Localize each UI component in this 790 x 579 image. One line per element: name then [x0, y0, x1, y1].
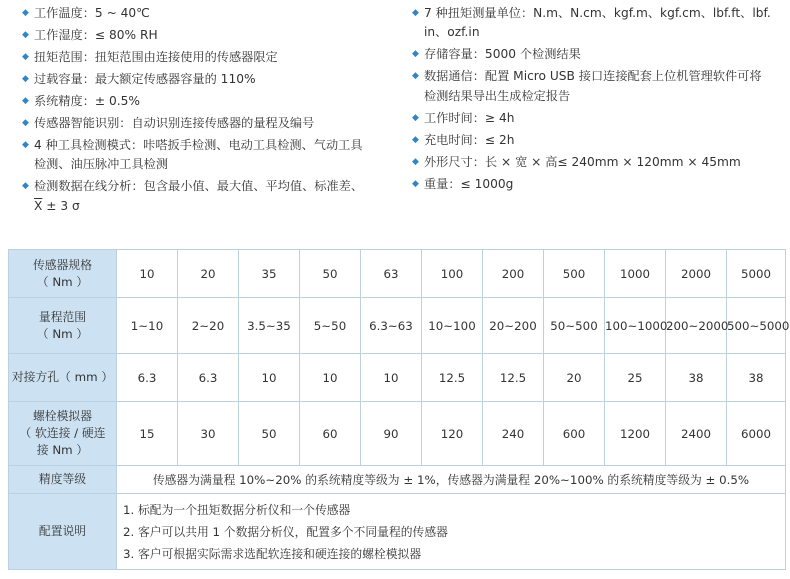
spec-item-overload-capacity: ◆ 过载容量：最大额定传感器容量的 110%: [22, 70, 392, 89]
table-cell: 1~10: [117, 298, 178, 354]
diamond-bullet-icon: ◆: [412, 49, 419, 60]
row-header-accuracy-class: 精度等级: [9, 466, 117, 494]
diamond-bullet-icon: ◆: [22, 8, 29, 18]
spec-item-weight: ◆ 重量：≤ 1000g: [412, 175, 782, 194]
row-header-sensor-spec: 传感器规格 （ Nm ）: [9, 250, 117, 298]
row-header-square-drive: 对接方孔（ mm ）: [9, 354, 117, 402]
table-cell: 2400: [666, 402, 727, 466]
table-cell: 60: [300, 402, 361, 466]
table-cell: 200~2000: [666, 298, 727, 354]
table-cell: 1200: [605, 402, 666, 466]
spec-item-dimensions: ◆ 外形尺寸：长 × 宽 × 高≤ 240mm × 120mm × 45mm: [412, 153, 782, 172]
row-header-configuration-notes: 配置说明: [9, 494, 117, 570]
table-cell: 6.3: [178, 354, 239, 402]
table-cell: 10: [239, 354, 300, 402]
spec-item-data-communication: ◆ 数据通信：配置 Micro USB 接口连接配套上位机管理软件可将 检测结果导出生成检定报告: [412, 69, 762, 103]
specifications-section: [0, 4, 790, 224]
diamond-bullet-icon: ◆: [22, 140, 29, 150]
spec-item-working-humidity: ◆ 工作湿度：≤ 80% RH: [22, 26, 392, 45]
table-cell: 500: [544, 250, 605, 298]
table-cell: 20: [178, 250, 239, 298]
table-cell: 30: [178, 402, 239, 466]
table-cell: 3.5~35: [239, 298, 300, 354]
table-cell: 5~50: [300, 298, 361, 354]
table-cell: 500~5000: [727, 298, 786, 354]
diamond-bullet-icon: ◆: [412, 178, 419, 189]
table-cell: 10: [361, 354, 422, 402]
table-cell: 100~1000: [605, 298, 666, 354]
diamond-bullet-icon: ◆: [22, 118, 29, 128]
spec-item-sensor-recognition: ◆ 传感器智能识别：自动识别连接传感器的量程及编号: [22, 114, 392, 133]
table-cell: 15: [117, 402, 178, 466]
diamond-bullet-icon: ◆: [412, 112, 419, 123]
spec-item-system-accuracy: ◆ 系统精度：± 0.5%: [22, 92, 392, 111]
row-header-bolt-simulator: 螺栓模拟器 （ 软连接 / 硬连 接 Nm ）: [9, 402, 117, 466]
table-row-measuring-range: [9, 298, 786, 354]
table-cell: 50~500: [544, 298, 605, 354]
diamond-bullet-icon: ◆: [22, 30, 29, 40]
table-cell: 6.3: [117, 354, 178, 402]
table-cell: 50: [239, 402, 300, 466]
diamond-bullet-icon: ◆: [22, 181, 29, 192]
table-cell: 10: [117, 250, 178, 298]
table-row-sensor-spec: [9, 250, 786, 298]
diamond-bullet-icon: ◆: [412, 8, 419, 18]
table-cell: 2~20: [178, 298, 239, 354]
table-cell: 100: [422, 250, 483, 298]
table-cell: 38: [727, 354, 786, 402]
spec-item-tool-modes: ◆ 4 种工具检测模式：咔嗒扳手检测、电动工具检测、气动工具 检测、油压脉冲工具检测: [22, 138, 363, 172]
spec-item-working-time: ◆ 工作时间：≥ 4h: [412, 109, 782, 128]
accuracy-class-text: 传感器为满量程 10%~20% 的系统精度等级为 ± 1%，传感器为满量程 20%~100% 的系统精度等级为 ± 0.5%: [117, 466, 786, 494]
table-cell: 5000: [727, 250, 786, 298]
diamond-bullet-icon: ◆: [412, 71, 419, 82]
table-cell: 10: [300, 354, 361, 402]
table-cell: 50: [300, 250, 361, 298]
diamond-bullet-icon: ◆: [22, 52, 29, 62]
table-cell: 2000: [666, 250, 727, 298]
table-row-bolt-simulator: [9, 402, 786, 466]
spec-item-charging-time: ◆ 充电时间：≤ 2h: [412, 131, 782, 150]
spec-list-right: [412, 4, 782, 197]
spec-item-torque-units: ◆ 7 种扭矩测量单位：N.m、N.cm、kgf.m、kgf.cm、lbf.ft、lbf. in、ozf.in: [412, 6, 771, 40]
spec-item-storage-capacity: ◆ 存储容量：5000 个检测结果: [412, 45, 782, 64]
spec-list-left: [22, 4, 392, 219]
diamond-bullet-icon: ◆: [22, 74, 29, 84]
table-row-square-drive: [9, 354, 786, 402]
configuration-notes: [117, 494, 786, 570]
table-cell: 12.5: [422, 354, 483, 402]
spec-item-torque-range: ◆ 扭矩范围：扭矩范围由连接使用的传感器限定: [22, 48, 392, 67]
specification-table: [8, 249, 790, 570]
spec-item-data-analysis: ◆ 检测数据在线分析：包含最小值、最大值、平均值、标准差、 $\overline{X} \pm 3$ σ: [22, 179, 364, 213]
note-item: 1. 标配为一个扭矩数据分析仪和一个传感器: [123, 502, 351, 517]
note-item: 3. 客户可根据实际需求选配软连接和硬连接的螺栓模拟器: [123, 546, 422, 561]
table-cell: 6.3~63: [361, 298, 422, 354]
diamond-bullet-icon: ◆: [22, 96, 29, 106]
table-cell: 63: [361, 250, 422, 298]
row-header-measuring-range: 量程范围 （ Nm ）: [9, 298, 117, 354]
diamond-bullet-icon: ◆: [412, 134, 419, 145]
table-cell: 200: [483, 250, 544, 298]
table-cell: 35: [239, 250, 300, 298]
table-row-accuracy-class: [9, 466, 786, 494]
table-cell: 25: [605, 354, 666, 402]
table-cell: 90: [361, 402, 422, 466]
table-cell: 10~100: [422, 298, 483, 354]
diamond-bullet-icon: ◆: [412, 156, 419, 167]
table-cell: 240: [483, 402, 544, 466]
table-cell: 20~200: [483, 298, 544, 354]
table-cell: 38: [666, 354, 727, 402]
spec-item-working-temperature: ◆ 工作温度：5 ~ 40℃: [22, 4, 392, 23]
note-item: 2. 客户可以共用 1 个数据分析仪，配置多个不同量程的传感器: [123, 524, 448, 539]
table-cell: 12.5: [483, 354, 544, 402]
table-cell: 1000: [605, 250, 666, 298]
table-cell: 600: [544, 402, 605, 466]
table-cell: 6000: [727, 402, 786, 466]
table-row-configuration-notes: [9, 494, 786, 570]
table-cell: 20: [544, 354, 605, 402]
table-cell: 120: [422, 402, 483, 466]
